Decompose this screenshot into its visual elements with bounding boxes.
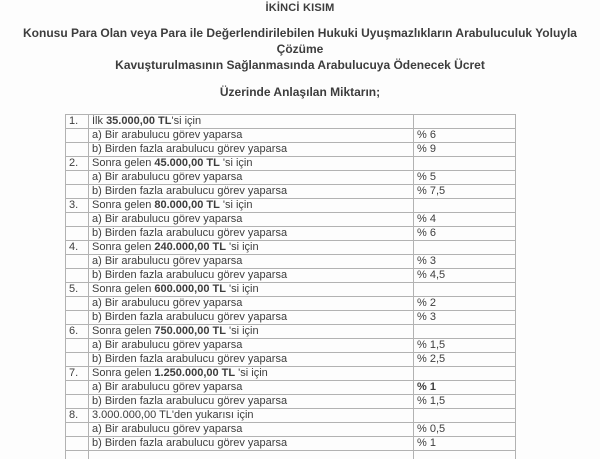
item-number-cell (66, 381, 89, 395)
item-description-cell: b) Birden fazla arabulucu görev yaparsa (89, 227, 414, 241)
table-row-item-header (66, 115, 516, 129)
item-amount: 240.000,00 TL (154, 241, 226, 253)
item-label-suffix: 'si için (219, 157, 253, 169)
item-label-prefix: Sonra gelen (92, 325, 155, 337)
item-number-cell (66, 451, 89, 459)
item-number-cell: 8. (66, 409, 89, 423)
rate-cell: % 3 (414, 255, 516, 269)
table-row-single-mediator (66, 339, 516, 353)
section-subtitle-line2: Kavuşturulmasının Sağlanmasında Arabulucuya Ödenecek Ücret (115, 58, 485, 72)
section-title: İKİNCİ KISIM (265, 2, 335, 14)
item-description-cell (89, 325, 414, 339)
rate-cell: % 9 (414, 143, 516, 157)
item-number-cell (66, 339, 89, 353)
table-row-item-header (66, 409, 516, 423)
table-row-item-header (66, 241, 516, 255)
table-row-multi-mediator (66, 395, 516, 409)
item-description-cell: b) Birden fazla arabulucu görev yaparsa (89, 311, 414, 325)
item-label-prefix: Sonra gelen (92, 157, 155, 169)
item-amount: 1.250.000,00 TL (154, 367, 236, 379)
item-description-cell: a) Bir arabulucu görev yaparsa (89, 129, 414, 143)
item-number-cell (66, 437, 89, 451)
item-number-cell (66, 129, 89, 143)
rate-cell: % 4 (414, 213, 516, 227)
section-subheading: Üzerinde Anlaşılan Miktarın; (219, 85, 381, 99)
item-description-cell: b) Birden fazla arabulucu görev yaparsa (89, 143, 414, 157)
item-amount: 750.000,00 TL (154, 325, 226, 337)
item-amount: 35.000,00 TL (106, 115, 172, 127)
rate-cell-empty (414, 409, 516, 423)
rate-cell-empty (414, 157, 516, 171)
item-description-cell: b) Birden fazla arabulucu görev yaparsa (89, 437, 414, 451)
item-amount: 80.000,00 TL (154, 199, 220, 211)
table-row-multi-mediator (66, 227, 516, 241)
item-description-cell (89, 409, 414, 423)
item-number-cell (66, 171, 89, 185)
rate-cell: % 3 (414, 311, 516, 325)
item-label-suffix: 'si için (235, 367, 268, 379)
table-row-multi-mediator (66, 185, 516, 199)
item-label-suffix: 'si için (225, 241, 259, 253)
item-description-cell (89, 367, 414, 381)
rate-cell: % 7,5 (414, 185, 516, 199)
table-row-single-mediator (66, 423, 516, 437)
table-row-empty (66, 451, 516, 459)
table-row-multi-mediator (66, 437, 516, 451)
item-number-cell (66, 423, 89, 437)
rate-cell: % 4,5 (414, 269, 516, 283)
item-number-cell (66, 213, 89, 227)
item-number-cell (66, 269, 89, 283)
table-row-multi-mediator (66, 353, 516, 367)
document (0, 2, 600, 459)
item-number-cell (66, 297, 89, 311)
table-row-single-mediator (66, 213, 516, 227)
item-number-cell (66, 227, 89, 241)
rate-cell-empty (414, 199, 516, 213)
item-label-suffix: 'si için (171, 115, 202, 127)
table-row-single-mediator (66, 381, 516, 395)
item-label-prefix: Sonra gelen (92, 283, 155, 295)
rate-cell-empty (414, 451, 516, 459)
table-row-single-mediator (66, 171, 516, 185)
item-label-prefix: Sonra gelen (92, 199, 155, 211)
item-description-cell: b) Birden fazla arabulucu görev yaparsa (89, 269, 414, 283)
item-number-cell (66, 311, 89, 325)
section-subtitle-line1: Konusu Para Olan veya Para ile Değerlendirilebilen Hukuki Uyuşmazlıkların Arabuluculuk Yoluyla Çözüme (23, 26, 577, 56)
item-description-cell: b) Birden fazla arabulucu görev yaparsa (89, 185, 414, 199)
item-label-suffix: 'si için (225, 283, 259, 295)
item-description-cell (89, 283, 414, 297)
rate-cell: % 0,5 (414, 423, 516, 437)
item-number-cell: 2. (66, 157, 89, 171)
table-row-item-header (66, 157, 516, 171)
item-description-cell: b) Birden fazla arabulucu görev yaparsa (89, 353, 414, 367)
rate-cell: % 1,5 (414, 339, 516, 353)
table-row-single-mediator (66, 129, 516, 143)
rate-cell: % 6 (414, 129, 516, 143)
item-label-prefix: Sonra gelen (92, 367, 155, 379)
rate-cell-empty (414, 367, 516, 381)
rate-cell: % 5 (414, 171, 516, 185)
item-amount: 45.000,00 TL (154, 157, 220, 169)
item-description-cell (89, 451, 414, 459)
table-row-item-header (66, 367, 516, 381)
item-number-cell (66, 395, 89, 409)
rate-cell-empty (414, 283, 516, 297)
item-description-cell: a) Bir arabulucu görev yaparsa (89, 423, 414, 437)
fee-table (65, 114, 516, 459)
item-number-cell: 7. (66, 367, 89, 381)
rate-cell: % 1,5 (414, 395, 516, 409)
item-description-cell: a) Bir arabulucu görev yaparsa (89, 381, 414, 395)
table-row-item-header (66, 199, 516, 213)
table-row-item-header (66, 325, 516, 339)
rate-cell: % 2 (414, 297, 516, 311)
item-label-prefix: Sonra gelen (92, 241, 155, 253)
rate-cell-empty (414, 241, 516, 255)
item-description-cell: a) Bir arabulucu görev yaparsa (89, 171, 414, 185)
table-row-multi-mediator (66, 269, 516, 283)
item-description-cell (89, 199, 414, 213)
rate-cell-empty (414, 325, 516, 339)
item-description-cell: a) Bir arabulucu görev yaparsa (89, 213, 414, 227)
item-description-cell (89, 115, 414, 129)
item-number-cell (66, 185, 89, 199)
item-description-cell (89, 157, 414, 171)
item-description-cell: b) Birden fazla arabulucu görev yaparsa (89, 395, 414, 409)
rate-cell: % 2,5 (414, 353, 516, 367)
item-description-cell: a) Bir arabulucu görev yaparsa (89, 297, 414, 311)
rate-cell: % 1 (414, 381, 516, 395)
table-row-single-mediator (66, 297, 516, 311)
item-number-cell: 6. (66, 325, 89, 339)
item-description-cell: a) Bir arabulucu görev yaparsa (89, 339, 414, 353)
item-description-cell (89, 241, 414, 255)
item-label-prefix: İlk (92, 115, 107, 127)
rate-cell: % 6 (414, 227, 516, 241)
item-number-cell: 4. (66, 241, 89, 255)
table-row-multi-mediator (66, 311, 516, 325)
item-number-cell: 1. (66, 115, 89, 129)
item-number-cell (66, 143, 89, 157)
item-label-suffix: 'si için (219, 199, 253, 211)
rate-cell-empty (414, 115, 516, 129)
item-number-cell (66, 353, 89, 367)
section-subtitle (0, 25, 600, 73)
item-label-prefix: 3.000.000,00 TL'den yukarısı için (92, 409, 254, 421)
table-row-multi-mediator (66, 143, 516, 157)
item-number-cell (66, 255, 89, 269)
table-row-single-mediator (66, 255, 516, 269)
item-description-cell: a) Bir arabulucu görev yaparsa (89, 255, 414, 269)
item-number-cell: 5. (66, 283, 89, 297)
item-label-suffix: 'si için (225, 325, 259, 337)
rate-cell: % 1 (414, 437, 516, 451)
item-amount: 600.000,00 TL (154, 283, 226, 295)
item-number-cell: 3. (66, 199, 89, 213)
table-row-item-header (66, 283, 516, 297)
